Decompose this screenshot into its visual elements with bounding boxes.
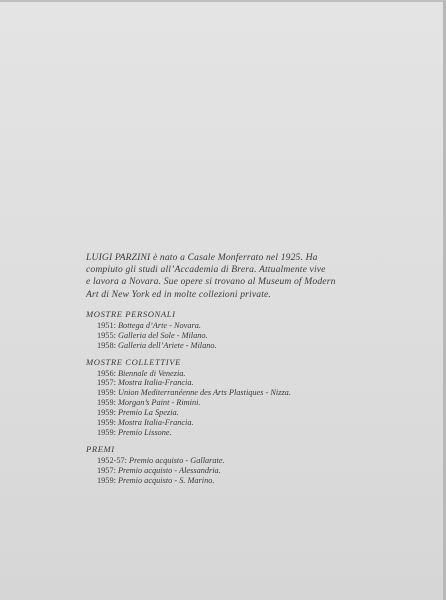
list-item: [97, 408, 386, 418]
list-item: [97, 456, 386, 466]
entry-text: Premio acquisto - Gallarate.: [129, 455, 225, 465]
entry-text: Bottega d’Arte - Novara.: [117, 320, 201, 330]
entry-year: 1955:: [97, 330, 116, 340]
section-title: MOSTRE PERSONALI: [86, 308, 176, 319]
entry-year: 1957:: [97, 465, 116, 475]
bio-line: Art di New York ed in molte collezioni private.: [86, 288, 271, 300]
entry-year: 1957:: [97, 378, 116, 388]
entry-year: 1959:: [97, 398, 116, 408]
section-title: PREMI: [86, 443, 115, 454]
entry-list: [97, 321, 386, 351]
section-mostre-collettive: [86, 357, 386, 438]
list-item: [97, 418, 386, 428]
entry-year: 1959:: [97, 388, 116, 398]
list-item: [97, 331, 386, 341]
list-item: [97, 428, 386, 438]
bio-paragraph: [86, 252, 386, 301]
entry-text: Mostra Italia-Francia.: [117, 378, 194, 388]
entry-year: 1959:: [97, 427, 116, 437]
entry-text: Premio La Spezia.: [117, 408, 179, 418]
entry-text: Premio Lissone.: [117, 427, 172, 437]
entry-year: 1959:: [97, 408, 116, 418]
section-premi: [86, 444, 386, 486]
section-title: MOSTRE COLLETTIVE: [86, 356, 181, 367]
list-item: [97, 369, 386, 379]
list-item: [97, 388, 386, 398]
entry-list: [97, 369, 386, 438]
entry-year: 1958:: [97, 340, 116, 350]
section-mostre-personali: [86, 309, 386, 351]
entry-year: 1959:: [97, 418, 116, 428]
entry-text: Galleria dell’Ariete - Milano.: [117, 340, 217, 350]
entry-text: Premio acquisto - S. Marino.: [117, 475, 215, 485]
list-item: [97, 476, 386, 486]
entry-text: Morgan’s Paint - Rimini.: [117, 398, 201, 408]
bio-line: compiuto gli studi all’Accademia di Brera. Attualmente vive: [86, 264, 326, 276]
entry-text: Union Mediterranéenne des Arts Plastiques - Nizza.: [117, 388, 291, 398]
bio-line: e lavora a Novara. Sue opere si trovano al Museum of Modern: [86, 276, 336, 288]
entry-text: Galleria del Sole - Milano.: [117, 330, 208, 340]
entry-list: [97, 456, 386, 486]
entry-year: 1951:: [97, 320, 116, 330]
list-item: [97, 466, 386, 476]
list-item: [97, 378, 386, 388]
entry-text: Biennale di Venezia.: [117, 368, 186, 378]
list-item: [97, 341, 386, 351]
list-item: [97, 321, 386, 331]
entry-year: 1959:: [97, 475, 116, 485]
bio-line: LUIGI PARZINI è nato a Casale Monferrato nel 1925. Ha: [86, 252, 318, 263]
biography-text-block: [86, 252, 386, 492]
entry-year: 1952-57:: [97, 455, 127, 465]
entry-text: Mostra Italia-Francia.: [117, 418, 194, 428]
entry-text: Premio acquisto - Alessandria.: [117, 465, 221, 475]
entry-year: 1956:: [97, 368, 116, 378]
list-item: [97, 398, 386, 408]
